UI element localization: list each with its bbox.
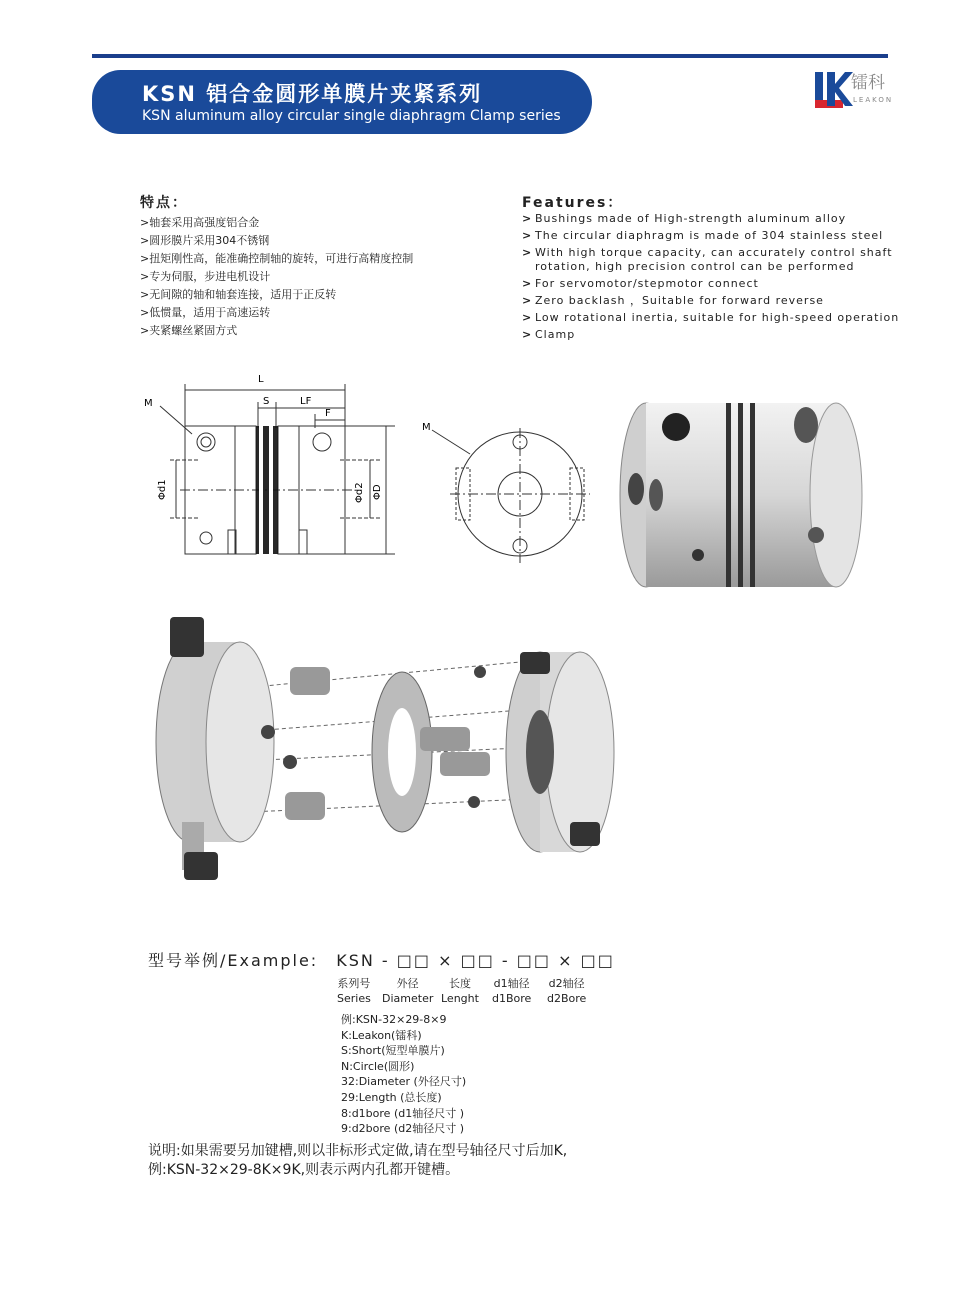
title-en: KSN aluminum alloy circular single diaphragm Clamp series — [142, 108, 561, 124]
features-en-list — [522, 212, 902, 345]
legend-d1 — [492, 976, 531, 1006]
list-item: > Low rotational inertia, suitable for high-speed operation — [522, 311, 902, 325]
remark — [148, 1142, 567, 1180]
note-line: K:Leakon(镭科) — [341, 1028, 422, 1042]
features-en-title: Features： — [522, 195, 624, 211]
list-item: > For servomotor/stepmotor connect — [522, 277, 902, 291]
example-label: 型号举例/Example: — [148, 951, 319, 970]
features-zh-title: 特点： — [140, 195, 188, 211]
legend-zh: d2轴径 — [548, 977, 585, 990]
label-f: F — [325, 408, 331, 419]
list-item: >专为伺服，步进电机设计 — [140, 270, 271, 283]
label-m: M — [144, 398, 153, 409]
label-m-end: M — [422, 422, 431, 433]
list-item: > The circular diaphragm is made of 304 stainless steel — [522, 229, 902, 243]
list-item: >圆形膜片采用304不锈钢 — [140, 234, 270, 247]
end-view-drawing — [420, 418, 590, 568]
label-d2: Φd2 — [354, 482, 365, 503]
legend-en: d2Bore — [547, 992, 587, 1005]
legend-en: Diameter — [382, 992, 434, 1005]
example-notes — [341, 1012, 466, 1137]
logo-en: LEAKON — [853, 96, 894, 104]
legend-series — [337, 976, 371, 1006]
leakon-logo-icon — [813, 66, 853, 116]
legend-en: Series — [337, 992, 371, 1005]
title-banner — [92, 70, 592, 134]
legend-zh: 长度 — [448, 977, 471, 990]
note-line: 例:KSN-32×29-8×9 — [341, 1013, 447, 1026]
list-item: >轴套采用高强度铝合金 — [140, 216, 260, 229]
side-view-drawing — [140, 368, 410, 568]
label-d: ΦD — [372, 484, 383, 500]
note-line: 9:d2bore (d2轴径尺寸 ) — [341, 1122, 465, 1136]
label-s: S — [263, 396, 270, 407]
list-item: >低惯量，适用于高速运转 — [140, 306, 271, 319]
example-code: KSN - □□ × □□ - □□ × □□ — [336, 951, 615, 970]
label-l: L — [258, 374, 264, 385]
remark-line: 例:KSN-32×29-8K×9K,则表示两内孔都开键槽。 — [148, 1162, 460, 1178]
features-zh-list — [140, 214, 413, 340]
note-line: 29:Length (总长度) — [341, 1090, 442, 1104]
note-line: 8:d1bore (d1轴径尺寸 ) — [341, 1106, 465, 1120]
title-zh: KSN 铝合金圆形单膜片夹紧系列 — [142, 82, 483, 106]
note-line: 32:Diameter (外径尺寸) — [341, 1075, 467, 1089]
list-item: > Bushings made of High-strength aluminum alloy — [522, 212, 902, 226]
coupling-photo — [616, 395, 872, 595]
logo-zh: 镭科 — [851, 73, 885, 93]
label-d1: Φd1 — [157, 479, 168, 500]
legend-diameter — [382, 976, 433, 1006]
exploded-view-photo — [140, 612, 620, 892]
list-item: >扭矩刚性高，能准确控制轴的旋转，可进行高精度控制 — [140, 252, 414, 265]
legend-length — [441, 976, 479, 1006]
list-item: > Clamp — [522, 328, 902, 342]
legend-en: Lenght — [441, 992, 479, 1005]
legend-zh: 外径 — [396, 977, 419, 990]
list-item: >夹紧螺丝紧固方式 — [140, 324, 238, 337]
remark-line: 说明:如果需要另加键槽,则以非标形式定做,请在型号轴径尺寸后加K, — [148, 1143, 568, 1159]
list-item: > With high torque capacity, can accurately control shaft rotation, high precision control can be performed — [522, 246, 902, 274]
list-item: >无间隙的轴和轴套连接，适用于正反转 — [140, 288, 337, 301]
top-rule — [92, 54, 888, 58]
note-line: S:Short(短型单膜片) — [341, 1044, 445, 1058]
legend-zh: 系列号 — [337, 977, 371, 990]
example-line — [148, 948, 615, 971]
brand-logo — [813, 66, 893, 116]
note-line: N:Circle(圆形) — [341, 1059, 415, 1073]
label-lf: LF — [300, 396, 312, 407]
legend-zh: d1轴径 — [493, 977, 530, 990]
legend-en: d1Bore — [492, 992, 532, 1005]
list-item: > Zero backlash ，Suitable for forward reverse — [522, 294, 902, 308]
legend-d2 — [547, 976, 586, 1006]
